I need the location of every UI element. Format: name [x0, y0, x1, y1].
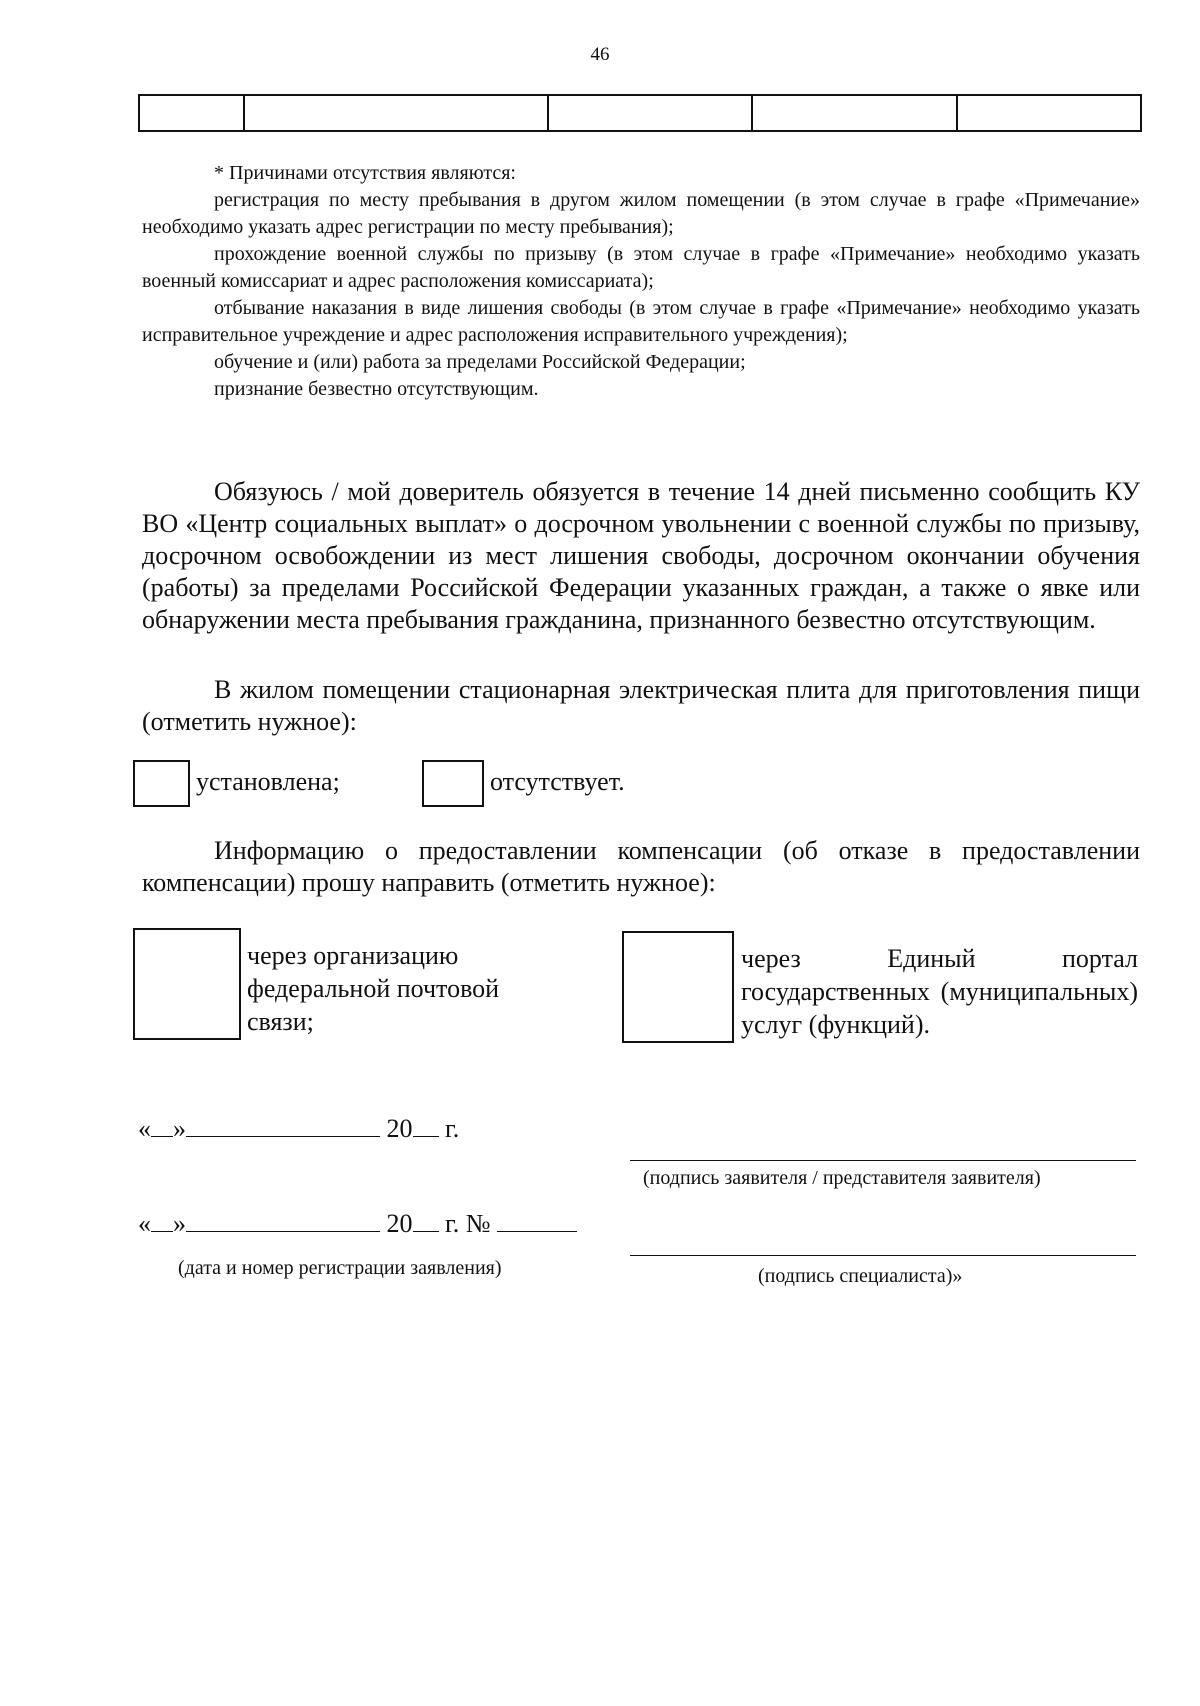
- portal-delivery-checkbox[interactable]: [622, 931, 734, 1043]
- registration-number-blank[interactable]: [497, 1205, 577, 1232]
- footnote-title: * Причинами отсутствия являются:: [214, 162, 516, 184]
- obligation-paragraph: [142, 476, 1140, 636]
- application-date-line: [138, 1110, 459, 1144]
- year-prefix: 20: [386, 1209, 413, 1238]
- footnote-item: прохождение военной службы по призыву (в этом случае в графе «Примечание» необходимо указать военный комиссариат и адрес расположения комиссариата);: [142, 243, 1140, 292]
- delivery-text: Информацию о предоставлении компенсации (об отказе в предоставлении компенсации) прошу направить (отметить нужное):: [142, 836, 1140, 897]
- year-suffix: г.: [445, 1114, 460, 1143]
- stove-paragraph: [142, 674, 1140, 738]
- day-blank[interactable]: [151, 1205, 173, 1232]
- specialist-signature-line[interactable]: [630, 1255, 1136, 1256]
- continued-table-row: [138, 94, 1142, 132]
- year-blank[interactable]: [413, 1205, 439, 1232]
- year-blank[interactable]: [413, 1110, 439, 1137]
- quote-close: »: [173, 1209, 186, 1238]
- day-blank[interactable]: [151, 1110, 173, 1137]
- year-suffix: г.: [445, 1209, 460, 1238]
- applicant-signature-caption: (подпись заявителя / представителя заявителя): [643, 1167, 1041, 1189]
- table-cell: [548, 95, 752, 131]
- footnote-item: регистрация по месту пребывания в другом жилом помещении (в этом случае в графе «Примечание» необходимо указать адрес регистрации по месту пребывания);: [142, 189, 1140, 238]
- table-cell: [752, 95, 957, 131]
- applicant-signature-line[interactable]: [630, 1160, 1136, 1161]
- stove-text: В жилом помещении стационарная электрическая плита для приготовления пищи (отметить нужное):: [142, 675, 1140, 736]
- postal-delivery-label: через организацию федеральной почтовой связи;: [247, 941, 500, 1036]
- quote-close: »: [173, 1114, 186, 1143]
- month-blank[interactable]: [186, 1205, 380, 1232]
- table-cell: [957, 95, 1141, 131]
- registration-caption: (дата и номер регистрации заявления): [178, 1257, 502, 1279]
- year-prefix: 20: [386, 1114, 413, 1143]
- stove-installed-checkbox[interactable]: [133, 760, 190, 807]
- table-cell: [244, 95, 548, 131]
- page-number: 46: [590, 44, 610, 65]
- number-sign: №: [465, 1209, 491, 1238]
- quote-open: «: [138, 1114, 151, 1143]
- postal-delivery-checkbox[interactable]: [133, 928, 241, 1040]
- specialist-signature-caption: (подпись специалиста)»: [758, 1265, 963, 1287]
- footnote-item: признание безвестно отсутствующим.: [214, 378, 539, 400]
- table-cell: [139, 95, 244, 131]
- footnote-item: обучение и (или) работа за пределами Российской Федерации;: [214, 351, 746, 373]
- absence-reasons-footnote: [142, 160, 1140, 403]
- registration-date-line: [138, 1205, 577, 1239]
- stove-installed-label: установлена;: [196, 767, 340, 796]
- month-blank[interactable]: [186, 1110, 380, 1137]
- obligation-text: Обязуюсь / мой доверитель обязуется в течение 14 дней письменно сообщить КУ ВО «Центр социальных выплат» о досрочном увольнении с военной службы по призыву, досрочном освобождении из мест лишения свободы, досрочном окончании обучения (работы) за пределами Российской Федерации указанных граждан, а также о явке или обнаружении места пребывания гражданина, признанного безвестно отсутствующим.: [142, 477, 1140, 634]
- delivery-paragraph: [142, 835, 1140, 899]
- portal-delivery-label: через Единый портал государственных (муниципальных) услуг (функций).: [741, 944, 1138, 1039]
- quote-open: «: [138, 1209, 151, 1238]
- stove-absent-checkbox[interactable]: [422, 760, 484, 807]
- footnote-item: отбывание наказания в виде лишения свободы (в этом случае в графе «Примечание» необходимо указать исправительное учреждение и адрес расположения исправительного учреждения);: [142, 297, 1140, 346]
- stove-absent-label: отсутствует.: [490, 767, 625, 796]
